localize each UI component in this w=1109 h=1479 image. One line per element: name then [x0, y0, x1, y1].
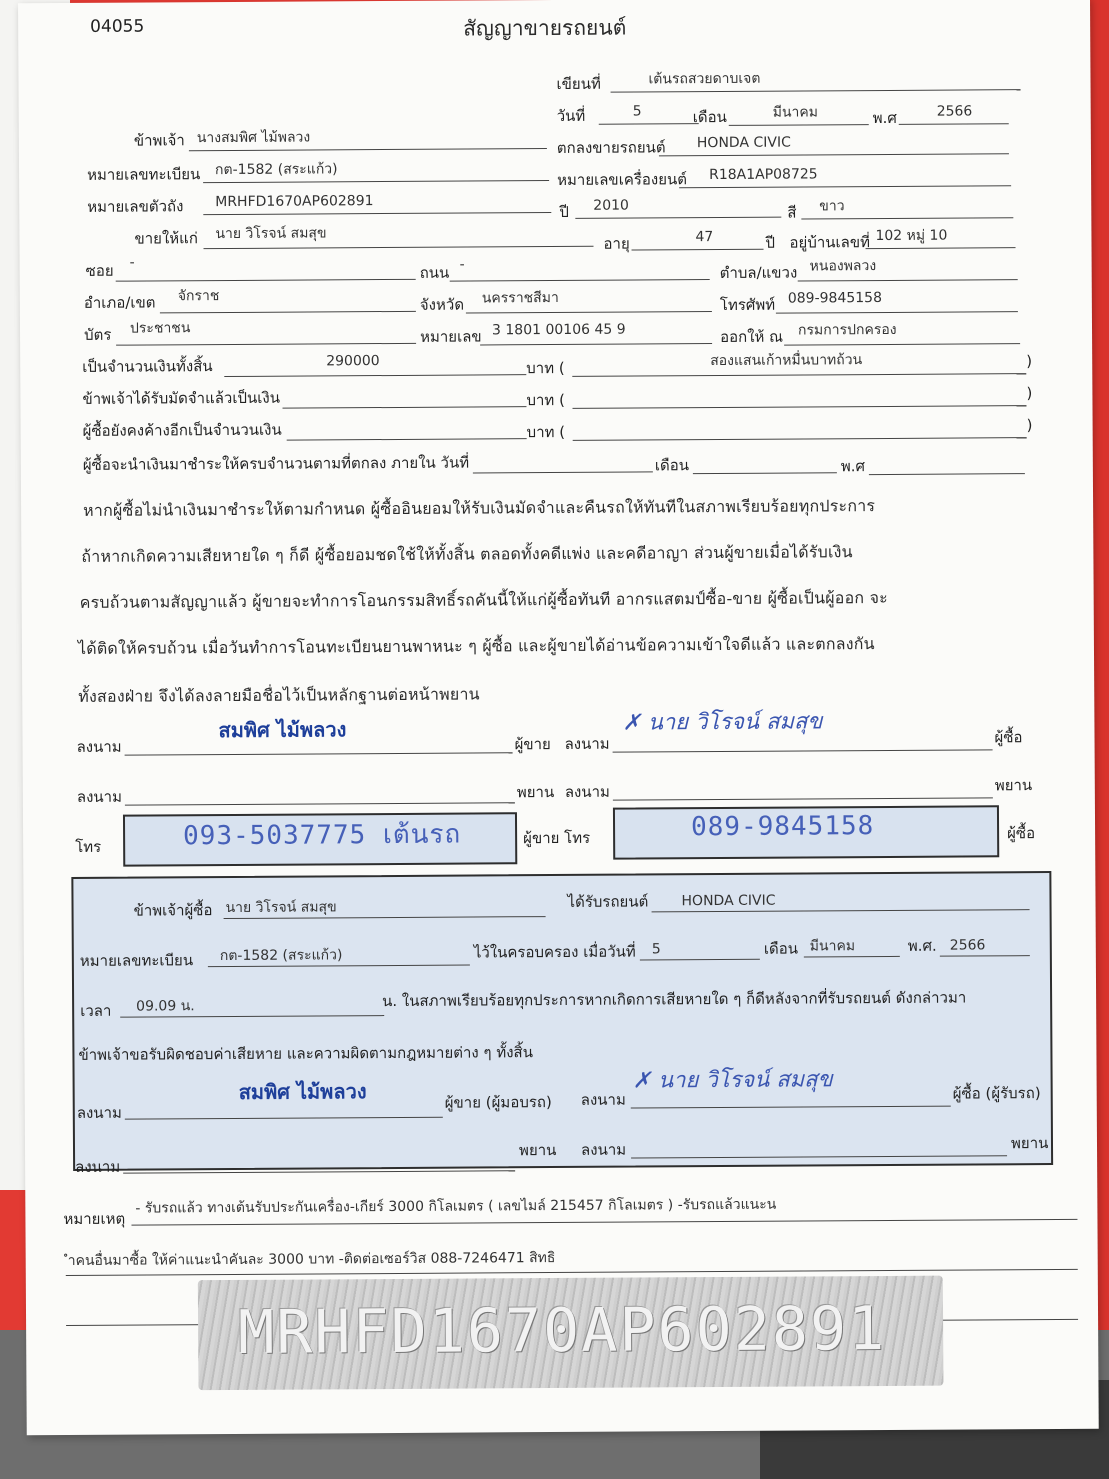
day-label: วันที่ — [556, 106, 586, 125]
total-label: เป็นจำนวนเงินทั้งสิ้น — [82, 357, 213, 376]
receipt-buyer-label: ข้าพเจ้าผู้ซื้อ — [133, 901, 213, 920]
receipt-year: 2566 — [949, 937, 986, 954]
seller-tel-label: ผู้ขาย โทร — [523, 828, 591, 848]
district-line — [160, 311, 416, 314]
age-unit: ปี — [765, 233, 776, 252]
receipt-time-label: เวลา — [80, 1001, 112, 1020]
district-label: อำเภอ/เขต — [83, 293, 156, 312]
plate-label: หมายเลขทะเบียน — [87, 165, 201, 184]
total-words-line — [572, 373, 1026, 377]
subdistrict-line — [798, 279, 1018, 281]
road-value: - — [459, 256, 465, 273]
seller-label: ข้าพเจ้า — [133, 131, 185, 150]
seller-value: นางสมพิศ ไม้พลวง — [196, 129, 311, 147]
color-line — [801, 217, 1013, 219]
seller-stamp: สมพิศ ไม้พลวง — [218, 717, 347, 743]
written-at-line — [611, 89, 1021, 93]
deposit-words-line — [572, 405, 1026, 409]
buyer-phone-role: ผู้ซื้อ — [1007, 824, 1036, 843]
written-at-label: เขียนที่ — [556, 74, 601, 93]
receipt-seller-role: ผู้ขาย (ผู้มอบรถ) — [444, 1093, 552, 1112]
receipt-buyer-line — [631, 1106, 951, 1109]
chassis-line — [203, 212, 551, 215]
buyer-line — [204, 246, 594, 249]
receipt-received-label: ได้รับรถยนต์ — [567, 892, 649, 911]
witness1-sign-label: ลงนาม — [76, 787, 123, 806]
buyer-value: นาย วิโรจน์ สมสุข — [215, 225, 327, 243]
receipt-time: 09.09 น. — [136, 998, 195, 1015]
engine-line — [679, 185, 1011, 188]
document-title: สัญญาขายรถยนต์ — [463, 15, 627, 41]
engine-label: หมายเลขเครื่องยนต์ — [557, 170, 688, 189]
buyer-sign-line — [613, 749, 993, 752]
card-line — [116, 343, 416, 346]
receipt-witness2-line — [631, 1155, 1007, 1158]
house-value: 102 หมู่ 10 — [875, 227, 948, 245]
issued-value: กรมการปกครอง — [797, 321, 897, 339]
receipt-year-line — [940, 955, 1030, 957]
house-line — [866, 247, 1016, 249]
buyer-phone: 089-9845158 — [690, 811, 875, 843]
receipt-car: HONDA CIVIC — [681, 892, 776, 910]
witness2-sign-label: ลงนาม — [564, 782, 610, 801]
phone-line — [776, 311, 1018, 313]
subdistrict-label: ตำบล/แขวง — [719, 263, 798, 282]
owed-words-line — [573, 437, 1027, 441]
written-at-value: เต้นรถสวยดาบเจต — [648, 70, 761, 88]
paydate-year-label: พ.ศ — [840, 457, 866, 476]
receipt-witness1-role: พยาน — [518, 1141, 557, 1160]
owed-line — [287, 438, 527, 440]
total-line — [224, 374, 526, 377]
province-value: นครราชสีมา — [481, 289, 559, 307]
note-label: หมายเหตุ — [63, 1209, 126, 1229]
age-label: อายุ — [603, 234, 630, 253]
receipt-day: 5 — [651, 941, 661, 958]
age-value: 47 — [695, 229, 714, 246]
receipt-month: มีนาคม — [809, 938, 856, 955]
receipt-box — [71, 871, 1053, 1176]
year-line — [899, 123, 1009, 125]
car-line — [659, 153, 1009, 156]
soi-value: - — [129, 254, 135, 271]
total-baht: บาท ( — [526, 358, 565, 378]
card-value: ประชาชน — [129, 320, 191, 337]
car-year-label: ปี — [559, 202, 569, 221]
receipt-seller-sign-label: ลงนาม — [76, 1103, 122, 1122]
chassis-label: หมายเลขตัวถัง — [87, 197, 184, 216]
card-label: บัตร — [83, 325, 112, 344]
receipt-plate-label: หมายเลขทะเบียน — [79, 951, 194, 970]
owed-close: ) — [1026, 416, 1033, 435]
year-value: 2566 — [936, 103, 973, 120]
month-value: มีนาคม — [772, 104, 819, 121]
clause-line-5: ทั้งสองฝ่าย จึงได้ลงลายมือชื่อไว้เป็นหลักฐานต่อหน้าพยาน — [78, 684, 480, 706]
paydate-day-line — [473, 471, 653, 473]
seller-sign-line — [125, 752, 513, 755]
color-value: ขาว — [819, 198, 845, 215]
witness2-sign-line — [613, 797, 993, 800]
chassis-value: MRHFD1670AP602891 — [215, 193, 374, 211]
engine-value: R18A1AP08725 — [709, 166, 818, 184]
receipt-witness1-sign-label: ลงนาม — [75, 1157, 121, 1176]
receipt-plate-line — [208, 965, 470, 968]
issued-label: ออกให้ ณ — [720, 327, 784, 346]
seller-phone: 093-5037775 เต้นรถ — [183, 819, 462, 852]
paydate-month-line — [693, 472, 837, 474]
deposit-baht: บาท ( — [526, 390, 565, 410]
witness2-role: พยาน — [994, 776, 1033, 795]
soi-line — [116, 279, 416, 282]
receipt-plate: กต-1582 (สระแก้ว) — [219, 947, 343, 965]
agree-label: ตกลงขายรถยนต์ — [556, 138, 666, 157]
day-line — [599, 123, 699, 125]
province-label: จังหวัด — [419, 295, 465, 314]
document-number: 04055 — [90, 16, 145, 37]
chassis-rubbing — [198, 1276, 944, 1391]
year-label: พ.ศ — [872, 108, 897, 128]
owed-baht: บาท ( — [526, 422, 566, 442]
buyer-role: ผู้ซื้อ — [994, 728, 1023, 747]
receipt-buyer-role: ผู้ซื้อ (ผู้รับรถ) — [952, 1084, 1041, 1103]
buyer-sign-label: ลงนาม — [564, 734, 610, 753]
receipt-year-label: พ.ศ. — [907, 936, 937, 955]
buyer-signature: ✗ นาย วิโรจน์ สมสุข — [622, 709, 823, 736]
witness1-sign-line — [125, 802, 515, 805]
district-value: จักราช — [177, 288, 220, 305]
province-line — [466, 311, 712, 314]
road-label: ถนน — [419, 263, 450, 282]
subdistrict-value: หนองพลวง — [809, 258, 877, 275]
day-value: 5 — [632, 103, 642, 120]
car-year-line — [575, 217, 781, 219]
receipt-witness2-role: พยาน — [1010, 1134, 1049, 1153]
clause-line-1: หากผู้ซื้อไม่นำเงินมาชำระให้ตามกำหนด ผู้ซื้ออินยอมให้รับเงินมัดจำและคืนรถให้ทันทีในสภาพเรียบร้อยทุกประการ — [83, 496, 876, 520]
receipt-possess-label: ไว้ในครอบครอง เมื่อวันที่ — [473, 942, 636, 962]
deposit-line — [282, 406, 526, 408]
receipt-time-suffix: น. ในสภาพเรียบร้อยทุกประการหากเกิดการเสียหายใด ๆ ก็ดีหลังจากที่รับรถยนต์ ดังกล่าวมา — [382, 988, 967, 1011]
phone-label: โทรศัพท์ — [719, 295, 776, 314]
seller-line — [189, 148, 547, 151]
plate-value: กต-1582 (สระแก้ว) — [214, 161, 338, 179]
receipt-buyer-signature: ✗ นาย วิโรจน์ สมสุข — [632, 1067, 833, 1094]
deposit-label: ข้าพเจ้าได้รับมัดจำแล้วเป็นเงิน — [82, 388, 280, 408]
clause-line-4: ได้ติดให้ครบถ้วน เมื่อวันทำการโอนทะเบียนยานพาหนะ ๆ ผู้ซื้อ และผู้ขายได้อ่านข้อความเข้าใจดีแล้ว และตกลงกัน — [77, 634, 875, 658]
age-line — [632, 249, 764, 251]
road-line — [450, 279, 710, 282]
tel-label: โทร — [75, 837, 102, 856]
deposit-close: ) — [1026, 384, 1033, 403]
id-line — [480, 343, 712, 345]
receipt-buyer-sign-label: ลงนาม — [580, 1090, 626, 1109]
note-rule-1 — [131, 1219, 1077, 1226]
id-label: หมายเลข — [420, 327, 482, 346]
buyer-label: ขายให้แก่ — [134, 229, 198, 248]
paydate-month-label: เดือน — [654, 456, 690, 475]
contract-paper — [18, 0, 1099, 1435]
car-year-value: 2010 — [593, 197, 629, 214]
color-label: สี — [787, 203, 797, 222]
id-value: 3 1801 00106 45 9 — [491, 321, 626, 339]
receipt-witness1-line — [123, 1170, 515, 1173]
note-line-2: ำคนอื่นมาซื้อ ให้ค่าแนะนำคันละ 3000 บาท -ติดต่อเซอร์วิส 088-7246471 สิทธิ — [67, 1250, 556, 1269]
issued-line — [784, 343, 1020, 345]
chassis-rubbing-text: MRHFD1670AP602891 — [237, 1293, 887, 1368]
seller-phone-box — [123, 812, 517, 866]
paydate-year-line — [869, 473, 1025, 475]
phone-value: 089-9845158 — [787, 290, 883, 307]
soi-label: ซอย — [85, 261, 114, 280]
clause-line-3: ครบถ้วนตามสัญญาแล้ว ผู้ขายจะทำการโอนกรรมสิทธิ์รถคันนี้ให้แก่ผู้ซื้อทันที อากรแสตมป์ซื้อ-ขาย ผู้ซื้อเป็นผู้ออก จะ — [79, 587, 888, 612]
witness1-role: พยาน — [516, 783, 555, 802]
receipt-day-line — [640, 959, 760, 961]
owed-label: ผู้ซื้อยังคงค้างอีกเป็นจำนวนเงิน — [82, 420, 282, 440]
receipt-seller-line — [125, 1117, 443, 1120]
total-close: ) — [1026, 352, 1033, 371]
receipt-witness2-sign-label: ลงนาม — [580, 1140, 627, 1159]
paydate-label: ผู้ซื้อจะนำเงินมาชำระให้ครบจำนวนตามที่ตกลง ภายใน วันที่ — [82, 453, 470, 474]
seller-sign-label: ลงนาม — [76, 737, 122, 756]
receipt-month-line — [804, 956, 900, 958]
receipt-seller-stamp: สมพิศ ไม้พลวง — [238, 1079, 367, 1104]
month-line — [729, 124, 869, 126]
month-label: เดือน — [692, 107, 727, 127]
receipt-buyer: นาย วิโรจน์ สมสุข — [225, 899, 337, 917]
seller-role: ผู้ขาย — [514, 735, 551, 754]
clause-line-2: ถ้าหากเกิดความเสียหายใด ๆ ก็ดี ผู้ซื้อยอมชดใช้ให้ทั้งสิ้น ตลอดทั้งคดีแพ่ง และคดีอาญา ส่วนผู้ขายเมื่อได้รับเงิน — [81, 542, 853, 566]
receipt-month-label: เดือน — [763, 939, 798, 958]
note-line-1: - รับรถแล้ว ทางเต้นรับประกันเครื่อง-เกียร์ 3000 กิโลเมตร ( เลขไมล์ 215457 กิโลเมตร ) -รับรถแล้วแนะน — [135, 1196, 777, 1217]
total-value: 290000 — [326, 353, 380, 370]
total-words: สองแสนเก้าหมื่นบาทถ้วน — [710, 352, 863, 370]
car-value: HONDA CIVIC — [696, 134, 791, 152]
buyer-phone-box — [613, 805, 999, 859]
receipt-liability: ข้าพเจ้าขอรับผิดชอบค่าเสียหาย และความผิดตามกฎหมายต่าง ๆ ทั้งสิ้น — [78, 1043, 533, 1064]
receipt-time-line — [120, 1015, 384, 1018]
house-label: อยู่บ้านเลขที่ — [789, 233, 871, 252]
plate-line — [203, 180, 549, 183]
